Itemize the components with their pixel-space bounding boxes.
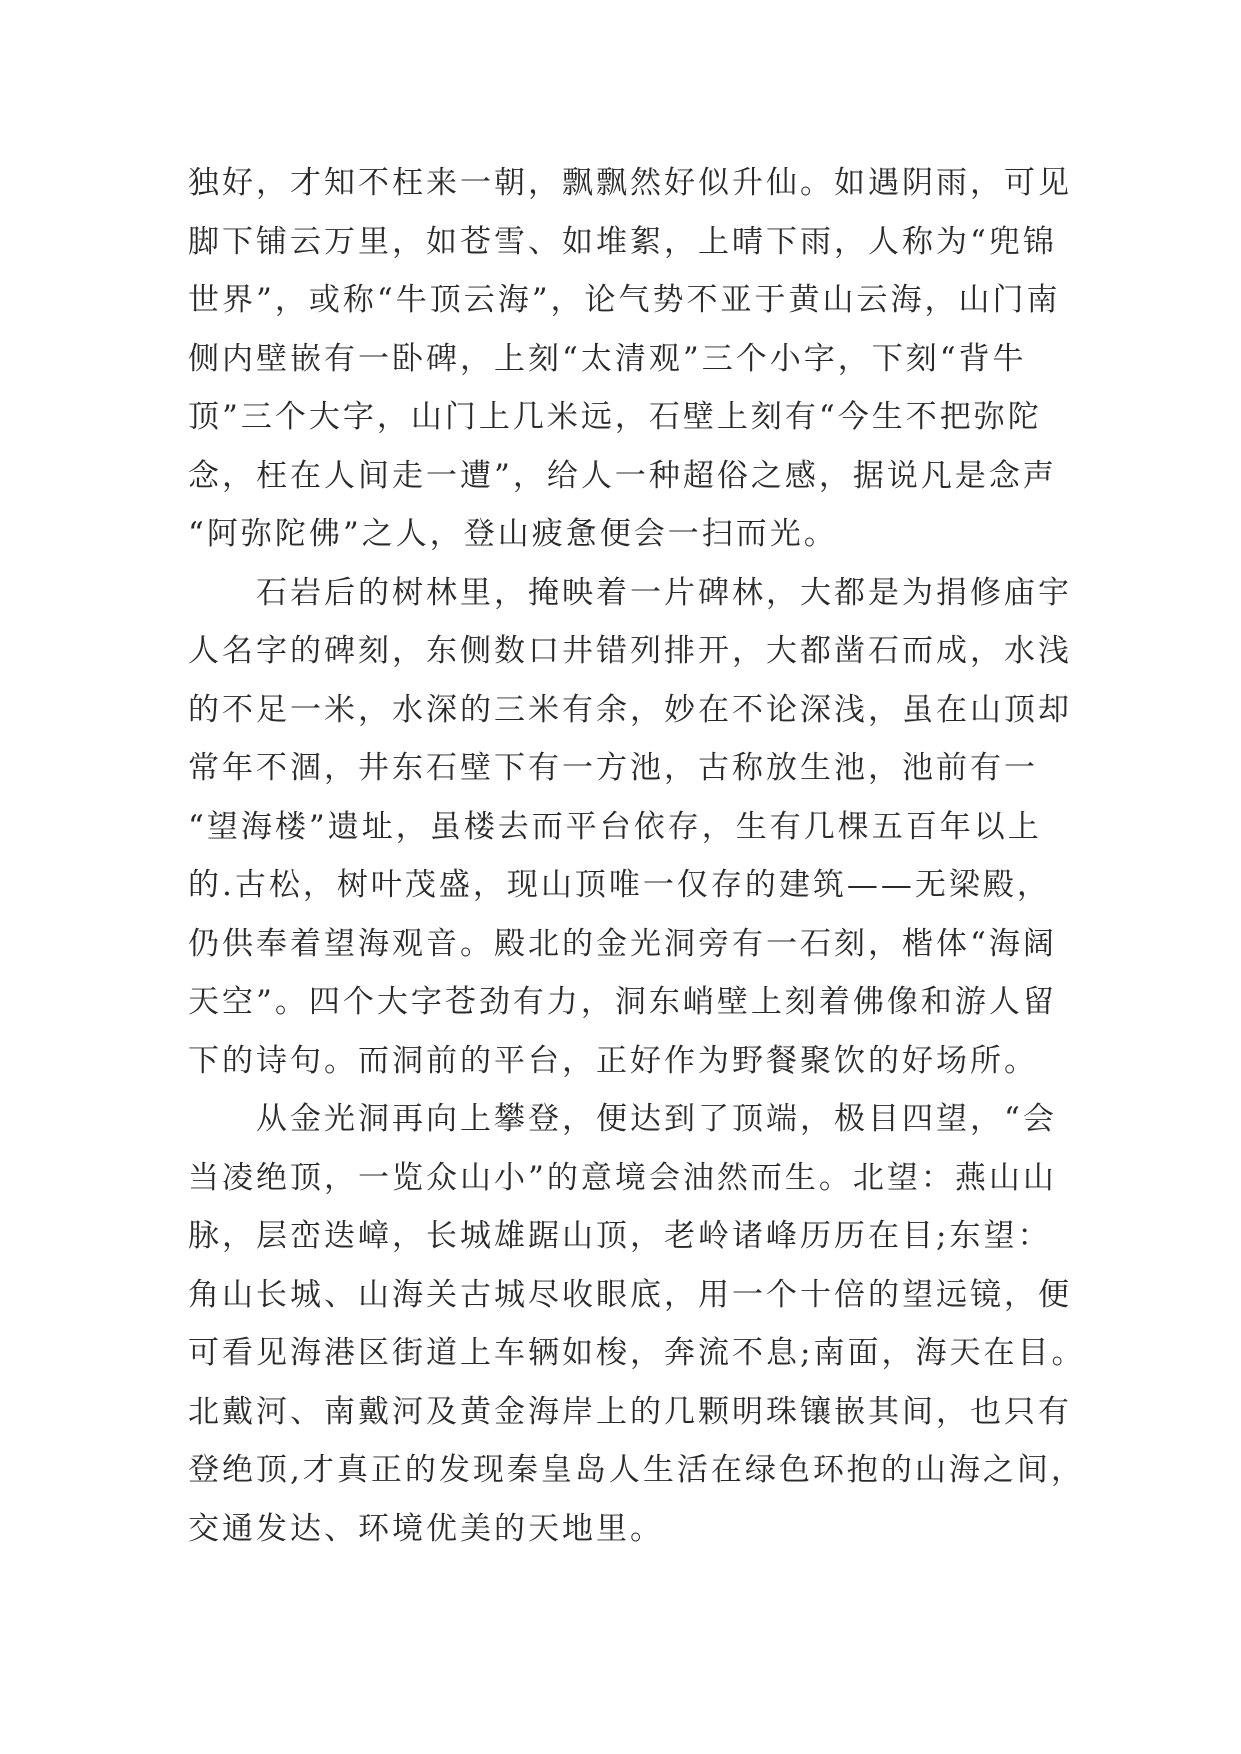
text-line: “阿弥陀佛”之人，登山疲惫便会一扫而光。 <box>188 516 838 552</box>
text-line: 石岩后的树林里，掩映着一片碑林，大都是为捐修庙宇 <box>188 574 1072 611</box>
body-text <box>188 154 1086 1558</box>
text-line: 的不足一米，水深的三米有余，妙在不论深浅，虽在山顶却 <box>188 691 1072 728</box>
text-line: 顶”三个大字，山门上几米远，石壁上刻有“今生不把弥陀 <box>188 399 1042 435</box>
text-line: 侧内壁嵌有一卧碑，上刻“太清观”三个小字，下刻“背牛 <box>188 340 1027 377</box>
text-line: 脚下铺云万里，如苍雪、如堆絮，上晴下雨，人称为“兜锦 <box>188 223 1057 260</box>
text-line: 仍供奉着望海观音。殿北的金光洞旁有一石刻，楷体“海阔 <box>188 925 1057 962</box>
text-line: 天空”。四个大字苍劲有力，洞东峭壁上刻着佛像和游人留 <box>188 984 1057 1020</box>
text-line: 念，枉在人间走一遭”，给人一种超俗之感，据说凡是念声 <box>188 457 1057 494</box>
text-line: 可看见海港区街道上车辆如梭，奔流不息;南面，海天在目。 <box>188 1335 1086 1371</box>
text-line: 常年不涸，井东石壁下有一方池，古称放生池，池前有一 <box>188 750 1038 786</box>
text-line: 从金光洞再向上攀登，便达到了顶端，极目四望，“会 <box>188 1101 1057 1137</box>
text-line: 下的诗句。而洞前的平台，正好作为野餐聚饮的好场所。 <box>188 1042 1038 1079</box>
text-line: “望海楼”遗址，虽楼去而平台依存，生有几棵五百年以上 <box>188 808 1042 845</box>
text-line: 独好，才知不枉来一朝，飘飘然好似升仙。如遇阴雨，可见 <box>188 165 1072 201</box>
text-line: 的.古松，树叶茂盛，现山顶唯一仅存的建筑——无梁殿， <box>188 867 1051 903</box>
text-line: 脉，层峦迭嶂，长城雄踞山顶，老岭诸峰历历在目;东望： <box>188 1218 1052 1254</box>
text-line: 角山长城、山海关古城尽收眼底，用一个十倍的望远镜，便 <box>188 1276 1072 1313</box>
text-line: 北戴河、南戴河及黄金海岸上的几颗明珠镶嵌其间，也只有 <box>188 1393 1072 1430</box>
text-line: 人名字的碑刻，东侧数口井错列排开，大都凿石而成，水浅 <box>188 633 1072 669</box>
text-line: 世界”，或称“牛顶云海”，论气势不亚于黄山云海，山门南 <box>188 282 1061 318</box>
text-line: 登绝顶,才真正的发现秦皇岛人生活在绿色环抱的山海之间， <box>188 1452 1085 1488</box>
text-line: 当凌绝顶，一览众山小”的意境会油然而生。北望：燕山山 <box>188 1159 1057 1196</box>
text-line: 交通发达、环境优美的天地里。 <box>188 1510 664 1547</box>
